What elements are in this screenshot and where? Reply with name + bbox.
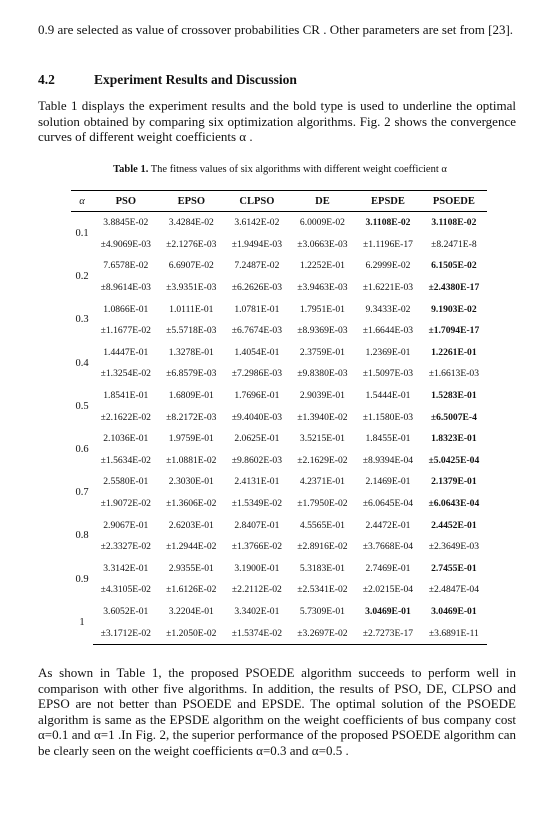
std-cell: ±8.9394E-04: [362, 454, 414, 466]
table-row-std: [71, 277, 487, 299]
weight-cell: 1: [79, 617, 85, 629]
std-cell: ±6.8579E-03: [166, 368, 217, 380]
table-row-mean: [71, 558, 487, 580]
table-row-mean: [71, 255, 487, 277]
mean-cell: 1.8541E-01: [103, 390, 149, 402]
mean-cell: 5.3183E-01: [299, 562, 345, 574]
mean-cell: 2.1036E-01: [103, 433, 149, 445]
mean-cell: 5.7309E-01: [299, 605, 345, 617]
std-cell: ±1.7950E-02: [297, 498, 348, 510]
mean-cell: 1.4054E-01: [234, 346, 280, 358]
table-row-std: [71, 536, 487, 558]
std-cell: ±8.2471E-8: [431, 238, 477, 250]
std-cell: ±1.1580E-03: [362, 411, 414, 423]
mean-cell: 6.0009E-02: [299, 217, 345, 229]
std-cell: ±1.9072E-02: [100, 498, 151, 510]
std-cell: ±4.9069E-03: [100, 238, 151, 250]
table-caption: [75, 164, 485, 175]
table-row-mean: [71, 428, 487, 450]
weight-cell: 0.8: [75, 530, 89, 542]
mean-cell: 3.4284E-02: [168, 217, 214, 229]
std-cell: ±2.8916E-02: [297, 541, 348, 553]
std-cell: ±2.1276E-03: [166, 238, 217, 250]
std-cell: ±1.0881E-02: [166, 454, 217, 466]
mean-cell: 1.7696E-01: [234, 390, 280, 402]
std-cell: ±3.9463E-03: [297, 282, 348, 294]
table-row-mean: [71, 298, 487, 320]
table-caption-text: The fitness values of six algorithms with different weight coefficient α: [150, 164, 447, 175]
mean-cell: 2.1379E-01: [431, 476, 477, 488]
mean-cell: 6.2999E-02: [365, 260, 411, 272]
description-paragraph: Table 1 displays the experiment results and the bold type is used to underline the optimal solution obtained by comparing six optimization algorithms. Fig. 2 shows the convergence curves of different weight coefficients α .: [38, 98, 516, 144]
std-cell: ±4.3105E-02: [100, 584, 151, 596]
mean-cell: 2.3759E-01: [299, 346, 345, 358]
std-cell: ±1.1196E-17: [362, 238, 413, 250]
mean-cell: 2.5580E-01: [103, 476, 149, 488]
mean-cell: 3.0469E-01: [431, 605, 477, 617]
std-cell: ±6.0643E-04: [428, 498, 480, 510]
table-row-std: [71, 579, 487, 601]
section-number: 4.2: [38, 72, 55, 87]
mean-cell: 3.3142E-01: [103, 562, 149, 574]
mean-cell: 3.1108E-02: [365, 217, 411, 229]
std-cell: ±1.6126E-02: [166, 584, 217, 596]
mean-cell: 3.3402E-01: [234, 605, 280, 617]
mean-cell: 3.2204E-01: [168, 605, 214, 617]
std-cell: ±6.0645E-04: [362, 498, 414, 510]
std-cell: ±5.0425E-04: [428, 454, 480, 466]
std-cell: ±7.2986E-03: [231, 368, 283, 380]
std-cell: ±2.3327E-02: [100, 541, 151, 553]
std-cell: ±2.7273E-17: [355, 622, 421, 644]
result-paragraph: As shown in Table 1, the proposed PSOEDE algorithm succeeds to perform well in comparison with other five algorithms. In addition, the results of PSO, DE, CLPSO and EPSO are not better than PSOEDE and EPSDE. The optimal solution of the PSOEDE algorithm is same as the EPSDE algorithm on the weight coefficients of bus company cost α=0.1 and α=1 .In Fig. 2, the superior performance of the proposed PSOEDE algorithm can be clearly seen on the weight coefficients α=0.3 and α=0.5 .: [38, 665, 516, 758]
header-de: DE: [290, 191, 356, 212]
mean-cell: 2.6203E-01: [168, 519, 214, 531]
std-cell: ±3.0663E-03: [297, 238, 348, 250]
weight-cell: 0.7: [75, 487, 89, 499]
mean-cell: 1.8455E-01: [365, 433, 411, 445]
table-row-mean: [71, 385, 487, 407]
std-cell: ±2.3649E-03: [428, 541, 480, 553]
mean-cell: 3.1900E-01: [234, 562, 280, 574]
std-cell: ±3.6891E-11: [421, 622, 487, 644]
std-cell: ±8.2172E-03: [166, 411, 217, 423]
weight-cell: 0.5: [75, 400, 89, 412]
std-cell: ±3.2697E-02: [290, 622, 356, 644]
std-cell: ±9.4040E-03: [231, 411, 283, 423]
table-row-std: [71, 406, 487, 428]
mean-cell: 1.0781E-01: [234, 303, 280, 315]
std-cell: ±1.2944E-02: [166, 541, 217, 553]
mean-cell: 9.3433E-02: [365, 303, 411, 315]
std-cell: ±9.8380E-03: [297, 368, 348, 380]
std-cell: ±1.5097E-03: [362, 368, 414, 380]
weight-cell: 0.6: [75, 444, 89, 456]
mean-cell: 1.2261E-01: [431, 346, 477, 358]
std-cell: ±1.7094E-17: [428, 325, 480, 337]
mean-cell: 2.1469E-01: [365, 476, 411, 488]
mean-cell: 3.6142E-02: [234, 217, 280, 229]
std-cell: ±6.7674E-03: [231, 325, 283, 337]
std-cell: ±6.2626E-03: [231, 282, 283, 294]
std-cell: ±1.3606E-02: [166, 498, 217, 510]
table-row-std: [71, 320, 487, 342]
std-cell: ±8.9369E-03: [297, 325, 348, 337]
mean-cell: 1.0111E-01: [169, 303, 214, 315]
std-cell: ±2.4380E-17: [428, 282, 480, 294]
mean-cell: 1.9759E-01: [168, 433, 214, 445]
mean-cell: 2.0625E-01: [234, 433, 280, 445]
intro-paragraph: 0.9 are selected as value of crossover probabilities CR . Other parameters are set from [23].: [38, 22, 514, 37]
table-row-std: [71, 234, 487, 256]
mean-cell: 3.8845E-02: [103, 217, 149, 229]
table-row-mean: [71, 212, 487, 234]
std-cell: ±1.9494E-03: [231, 238, 283, 250]
mean-cell: 1.0866E-01: [103, 303, 149, 315]
table-row-mean: [71, 471, 487, 493]
table-row-mean: [71, 601, 487, 623]
weight-cell: 0.9: [75, 573, 89, 585]
table-row-std: [71, 493, 487, 515]
mean-cell: 3.0469E-01: [365, 605, 411, 617]
std-cell: ±1.3766E-02: [231, 541, 283, 553]
mean-cell: 2.4472E-01: [365, 519, 411, 531]
mean-cell: 6.6907E-02: [168, 260, 214, 272]
table-caption-label: Table 1.: [113, 164, 149, 175]
weight-cell: 0.2: [75, 271, 89, 283]
mean-cell: 3.5215E-01: [299, 433, 345, 445]
mean-cell: 2.3030E-01: [168, 476, 214, 488]
std-cell: ±1.6221E-03: [362, 282, 414, 294]
std-cell: ±1.6644E-03: [362, 325, 414, 337]
table-row-mean: [71, 342, 487, 364]
std-cell: ±1.5634E-02: [100, 454, 151, 466]
std-cell: ±3.7668E-04: [362, 541, 414, 553]
table-row-std: [71, 622, 487, 644]
std-cell: ±3.9351E-03: [166, 282, 217, 294]
table-row-std: [71, 450, 487, 472]
std-cell: ±2.2112E-02: [231, 584, 282, 596]
std-cell: ±1.5349E-02: [231, 498, 283, 510]
std-cell: ±8.9614E-03: [100, 282, 151, 294]
std-cell: ±6.5007E-4: [430, 411, 477, 423]
mean-cell: 2.7469E-01: [365, 562, 411, 574]
table-header-row: [71, 191, 487, 212]
weight-cell: 0.4: [75, 357, 89, 369]
mean-cell: 1.5444E-01: [365, 390, 411, 402]
table-body: [71, 212, 487, 645]
mean-cell: 6.1505E-02: [431, 260, 477, 272]
mean-cell: 3.6052E-01: [103, 605, 149, 617]
mean-cell: 2.7455E-01: [431, 562, 477, 574]
std-cell: ±1.3940E-02: [297, 411, 348, 423]
std-cell: ±1.1677E-02: [100, 325, 151, 337]
mean-cell: 1.3278E-01: [168, 346, 214, 358]
header-alpha: α: [71, 191, 93, 212]
results-table: [71, 190, 487, 645]
std-cell: ±1.5374E-02: [224, 622, 290, 644]
std-cell: ±2.4847E-04: [428, 584, 480, 596]
mean-cell: 2.9039E-01: [299, 390, 345, 402]
mean-cell: 1.7951E-01: [299, 303, 345, 315]
weight-cell: 0.3: [75, 314, 89, 326]
std-cell: ±5.5718E-03: [166, 325, 217, 337]
header-pso: PSO: [93, 191, 159, 212]
section-heading: [38, 72, 297, 88]
std-cell: ±2.0215E-04: [362, 584, 414, 596]
mean-cell: 4.5565E-01: [299, 519, 345, 531]
mean-cell: 1.4447E-01: [103, 346, 149, 358]
mean-cell: 1.2369E-01: [365, 346, 411, 358]
std-cell: ±9.8602E-03: [231, 454, 283, 466]
mean-cell: 2.8407E-01: [234, 519, 280, 531]
mean-cell: 2.9355E-01: [168, 562, 214, 574]
std-cell: ±1.3254E-02: [100, 368, 151, 380]
std-cell: ±1.2050E-02: [159, 622, 225, 644]
mean-cell: 7.2487E-02: [234, 260, 280, 272]
results-table-container: [71, 190, 487, 645]
header-psoede: PSOEDE: [421, 191, 487, 212]
mean-cell: 3.1108E-02: [431, 217, 477, 229]
mean-cell: 2.4452E-01: [431, 519, 477, 531]
mean-cell: 4.2371E-01: [299, 476, 345, 488]
header-epsde: EPSDE: [355, 191, 421, 212]
std-cell: ±2.1629E-02: [297, 454, 348, 466]
std-cell: ±2.5341E-02: [297, 584, 348, 596]
mean-cell: 1.8323E-01: [431, 433, 477, 445]
mean-cell: 7.6578E-02: [103, 260, 149, 272]
weight-cell: 0.1: [75, 228, 89, 240]
mean-cell: 9.1903E-02: [431, 303, 477, 315]
header-clpso: CLPSO: [224, 191, 290, 212]
std-cell: ±1.6613E-03: [428, 368, 480, 380]
mean-cell: 1.5283E-01: [431, 390, 477, 402]
header-epso: EPSO: [159, 191, 225, 212]
mean-cell: 1.2252E-01: [299, 260, 345, 272]
section-title: Experiment Results and Discussion: [94, 72, 297, 87]
mean-cell: 2.9067E-01: [103, 519, 149, 531]
table-row-mean: [71, 514, 487, 536]
table-row-std: [71, 363, 487, 385]
mean-cell: 2.4131E-01: [234, 476, 280, 488]
std-cell: ±2.1622E-02: [100, 411, 151, 423]
mean-cell: 1.6809E-01: [168, 390, 214, 402]
std-cell: ±3.1712E-02: [93, 622, 159, 644]
